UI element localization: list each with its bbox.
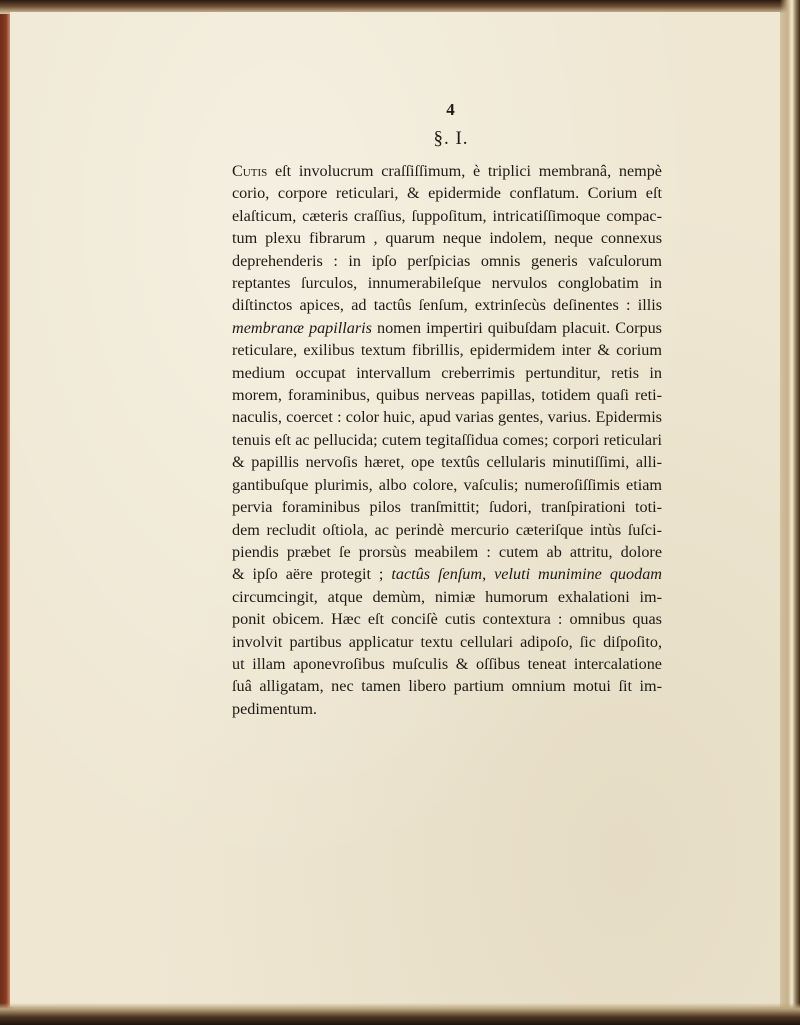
text-line: deprehenderis : in ipſo perſpicias omnis generis vaſculorum xyxy=(232,251,662,270)
text-line: morem, foraminibus, quibus nerveas papillas, totidem quaſi reti- xyxy=(232,386,662,405)
text-block xyxy=(232,100,662,720)
text-line: medium occupat intervallum creberrimis pertunditur, retis in xyxy=(232,363,662,382)
text-line: pervia foraminibus pilos tranſmittit; ſudori, tranſpirationi toti- xyxy=(232,498,662,517)
page-sheet xyxy=(10,12,780,1007)
text-line: diſtinctos apices, ad tactûs ſenſum, extrinſecùs deſinentes : illis xyxy=(232,296,662,315)
text-line: reptantes ſurculos, innumerabileſque nervulos conglobatim in xyxy=(232,274,662,293)
text-line: Cutis eſt involucrum craſſiſſimum, è triplici membranâ, nempè xyxy=(232,162,662,180)
page-bottom-edge xyxy=(0,1003,800,1025)
text-line: gantibuſque plurimis, albo colore, vaſculis; numeroſiſſimis etiam xyxy=(232,475,662,494)
text-line: ut illam aponevroſibus muſculis & oſſibus teneat intercalatione xyxy=(232,654,662,673)
section-heading: §. I. xyxy=(433,128,469,149)
text-line: & ipſo aëre protegit ; tactûs ſenſum, veluti munimine quodam xyxy=(232,565,662,584)
text-line: pedimentum. xyxy=(232,699,317,718)
text-line: dem recludit oſtiola, ac perindè mercurio cæteriſque intùs ſuſci- xyxy=(232,520,662,539)
opening-word: Cutis xyxy=(232,162,268,180)
text-line: elaſticum, cæteris craſſius, ſuppoſitum, intricatiſſimoque compac- xyxy=(232,206,662,225)
text-line: involvit partibus applicatur textu cellulari adipoſo, ſic diſpoſito, xyxy=(232,632,662,651)
text-line: circumcingit, atque demùm, nimiæ humorum exhalationi im- xyxy=(232,587,662,606)
text-line: piendis præbet ſe prorsùs meabilem : cutem ab attritu, dolore xyxy=(232,542,662,561)
body-paragraph xyxy=(232,160,662,720)
italic-phrase: tactûs ſenſum, veluti munimine quodam xyxy=(391,565,662,584)
text-line: membranæ papillaris nomen impertiri quibuſdam placuit. Corpus xyxy=(232,318,662,337)
text-line: tenuis eſt ac pellucida; cutem tegitaſſidua comes; corpori reticulari xyxy=(232,430,662,449)
text-line: ponit obicem. Hæc eſt conciſè cutis contextura : omnibus quas xyxy=(232,610,662,629)
text-line: tum plexu fibrarum , quarum neque indolem, neque connexus xyxy=(232,229,662,248)
text-line: ſuâ alligatam, nec tamen libero partium omnium motui ſit im- xyxy=(232,677,662,696)
text-line: reticulare, exilibus textum fibrillis, epidermidem inter & corium xyxy=(232,341,662,360)
page-number: 4 xyxy=(446,100,456,119)
text-line: & papillis nervoſis hæret, ope textûs cellularis minutiſſimi, alli- xyxy=(232,453,662,472)
page-right-edge xyxy=(780,0,800,1025)
text-line: naculis, coercet : color huic, apud varias gentes, varius. Epidermis xyxy=(232,408,662,427)
italic-term: membranæ papillaris xyxy=(232,318,372,337)
text-line: corio, corpore reticulari, & epidermide conflatum. Corium eſt xyxy=(232,184,662,203)
